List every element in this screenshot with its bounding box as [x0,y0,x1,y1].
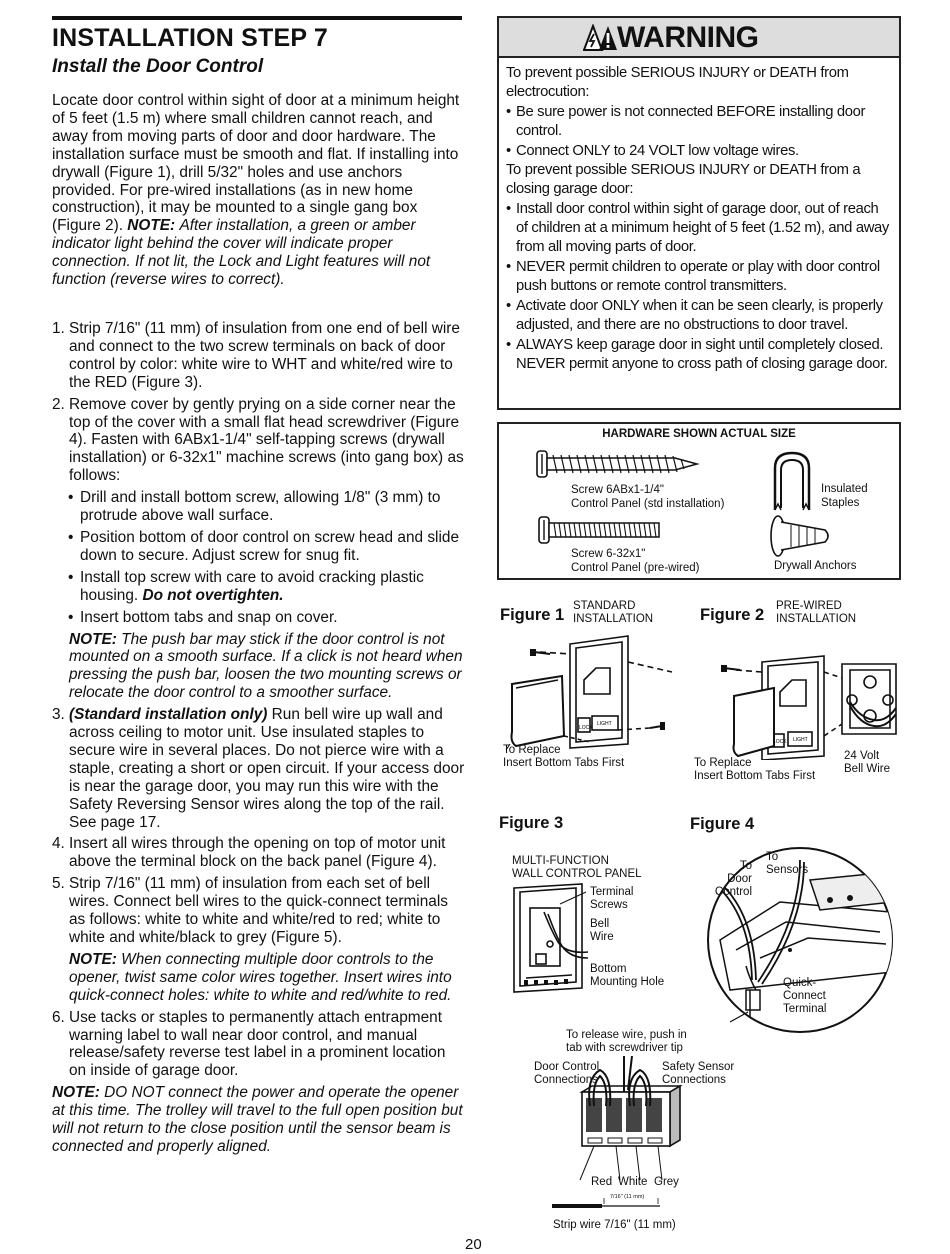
label-line: Door [727,873,752,886]
caption-line: INSTALLATION [776,613,857,626]
step-text: Strip 7/16" (11 mm) of insulation from one end of bell wire and connect to the two screw terminals on back of door control by color: white wire to WHT and white/red wire to the RED (Figure 3). [69,320,460,391]
label-line: Connect [783,990,826,1003]
label-line: Terminal [783,1003,827,1016]
step-text: Insert all wires through the opening on top of motor unit above the terminal block on the back panel (Figure 4). [69,835,446,871]
label-line: Screw 6-32x1" [571,548,646,560]
warning-bullet-text: Be sure power is not connected BEFORE installing door control. [516,104,866,139]
figure-3-caption [512,855,642,881]
caption-line: INSTALLATION [573,613,654,626]
figure-2-label: Figure 2 [700,606,765,624]
label-line: Door Control [534,1061,600,1073]
label-line: Terminal [590,886,634,898]
hardware-title: HARDWARE SHOWN ACTUAL SIZE [602,428,796,440]
figure-2-illustration [700,648,900,760]
screw1-label [571,484,724,511]
warning-bullet-text: Install door control within sight of garage door, out of reach of children at a minimum height of 5 feet (1.52 m), and away from all moving parts of door. [516,201,889,255]
title-rule [52,16,462,20]
label-line: Connections [662,1074,726,1087]
figure-5-color-red: Red [591,1176,613,1188]
note-line: To Replace [694,757,752,769]
step-text: Strip 7/16" (11 mm) of insulation from each set of bell wires. Connect bell wires to the quick-connect terminals as follows: white to white and white/red to red; white to white and white/black to grey (Figure 5). [69,875,448,946]
label-line: Control Panel (std installation) [571,497,725,510]
label-line: To [766,851,779,863]
warning-bullet: • Install door control within sight of garage door, out of reach of children at a minimum height of 5 feet (1.52 m), and away from all moving parts of door. [506,201,889,255]
label-line: Wire [590,931,614,944]
note-line: Insert Bottom Tabs First [694,770,816,783]
final-note [52,1084,466,1156]
step-lead: (Standard installation only) [69,706,268,724]
label-line: Bell Wire [844,763,891,776]
figure-3-illustration [508,882,588,994]
label-line: Control [714,886,752,899]
label-line: Sensors [766,864,809,877]
staples-label [821,483,868,510]
warning-bullet-text: NEVER permit children to operate or play with door control push buttons or remote control transmitters. [516,258,880,294]
bullet-emphasis: Do not overtighten. [142,586,284,604]
figure-5-color-white: White [618,1176,648,1188]
label-line: To [739,860,752,872]
label-line: tab with screwdriver tip [566,1042,683,1055]
warning-bullet: • Be sure power is not connected BEFORE installing door control. [506,104,866,139]
note-line: Insert Bottom Tabs First [503,757,625,770]
step-2-bullet: • Drill and install bottom screw, allowing 1/8" (3 mm) to protrude above wall surface. [68,489,441,525]
figure-4-to-door-label [712,860,752,900]
warning-paragraph: To prevent possible SERIOUS INJURY or DEATH from electrocution: [506,65,849,100]
warning-bullet: • Activate door ONLY when it can be seen clearly, is properly adjusted, and there are no obstructions to door travel. [506,298,883,333]
light-label: LIGHT [597,721,612,727]
figure-3-bell-label [590,918,614,944]
figure-4-to-sensors-label [766,851,808,877]
step-text: Run bell wire up wall and across ceiling to motor unit. Use insulated staples to secure wire in several places. Do not pierce wire with a staple, creating a short or open circuit. If your access door is near the garage door, you may run this wire with the Safety Reversing Sensor wires along the top of the rail. See page 17. [69,706,465,831]
warning-bullet-text: Connect ONLY to 24 VOLT low voltage wires. [516,143,799,160]
note-text: The push bar may stick if the door control is not mounted on a smooth surface. If a click is not heard when pressing the push bar, loosen the two mounting screws or relocate the door control to a smoother surface. [69,630,463,702]
lock-label: LOCK [773,739,787,745]
label-line: Staples [821,496,860,509]
figure-4-quick-connect-label [783,977,826,1017]
warning-bullet: • NEVER permit children to operate or play with door control push buttons or remote control transmitters. [506,258,880,294]
label-line: Screws [590,899,628,912]
figure-2-caption [776,600,856,626]
figure-2-bell-wire-label [844,750,890,776]
step-3 [52,706,466,831]
step-number: 3. [52,706,65,724]
step-2-bullet: • Insert bottom tabs and snap on cover. [68,608,338,626]
figure-4-label: Figure 4 [690,815,755,833]
lock-label: LOCK [579,725,593,731]
note-label: NOTE: [69,950,117,968]
step-6 [52,1009,466,1081]
figure-2-note [694,757,815,783]
warning-title: WARNING [617,21,759,54]
step-2-bullet: • Position bottom of door control on screw head and slide down to secure. Adjust screw for snug fit. [68,528,460,564]
note-text: DO NOT connect the power and operate the opener at this time. The trolley will travel to the full open position but will not return to the close position until the sensor beam is connected and properly aligned. [52,1084,463,1155]
warning-bullet-text: ALWAYS keep garage door in sight until completely closed. NEVER permit anyone to cross path of closing garage door. [516,337,888,372]
step-number: 6. [52,1008,65,1026]
step-text: Remove cover by gently prying on a side corner near the top of the cover with a small flat head screwdriver (Figure 4). Fasten with 6ABx1-1/4" self-tapping screws (drywall installation) or 6-32x1" machine screws (into gang box) as follows: [69,395,464,485]
note-line: To Replace [503,744,561,756]
step-2-note [52,631,466,703]
step-text: Use tacks or staples to permanently attach entrapment warning label to wall near door control, and manual release/safety reverse test label in a prominent location on inside of garage door. [69,1008,446,1080]
step-2-bullet: • Install top screw with care to avoid cracking plastic housing. Do not overtighten. [68,568,424,604]
step-number: 1. [52,320,65,337]
figure-5-release-label [566,1029,687,1055]
figure-1-note [503,744,624,770]
screw2-label [571,548,699,575]
caption-line: MULTI-FUNCTION [512,855,609,867]
steps-list [52,320,466,1156]
anchors-label: Drywall Anchors [774,560,857,572]
figure-1-illustration [500,632,690,752]
page-subtitle: Install the Door Control [52,56,264,77]
figure-1-label: Figure 1 [500,606,565,624]
label-line: Insulated [821,483,868,495]
screw-self-tapping-icon [535,450,705,478]
step-1 [52,320,466,392]
warning-box [497,16,901,410]
step-4 [52,835,466,871]
label-line: Control Panel (pre-wired) [571,561,700,574]
label-line: To release wire, push in [566,1029,687,1041]
warning-header [499,18,899,58]
note-text: When connecting multiple door controls to the opener, twist same color wires together. Insert wires into quick-connect holes: white to white and red/white to red. [69,950,452,1004]
note-label: NOTE: [69,630,117,648]
bullet-text: Insert bottom tabs and snap on cover. [80,608,338,626]
page-title: INSTALLATION STEP 7 [52,24,329,52]
warning-triangle-icons [583,24,617,52]
note-label: NOTE: [52,1084,100,1102]
label-line: 24 Volt [844,750,880,762]
label-line: Safety Sensor [662,1061,735,1073]
page-number: 20 [465,1236,482,1253]
figure-3-label: Figure 3 [499,814,564,832]
warning-text [506,64,892,374]
figure-5-strip-label: Strip wire 7/16" (11 mm) [553,1219,676,1231]
label-line: Mounting Hole [590,976,665,989]
intro-text: Locate door control within sight of door at a minimum height of 5 feet (1.5 m) where small children cannot reach, and away from moving parts of door and door hardware. The installation surface must be smooth and flat. If installing into drywall (Figure 1), drill 5/32" holes and use anchors provided. For pre-wired installations (as in new home construction), it may be mounted to a single gang box (Figure 2). [52,92,460,235]
step-number: 5. [52,875,65,893]
light-label: LIGHT [793,737,808,743]
bullet-text: Install top screw with care to avoid cracking plastic housing. [80,568,424,604]
warning-bullet-text: Activate door ONLY when it can be seen clearly, is properly adjusted, and there are no obstructions to door travel. [516,298,883,333]
step-5-note [52,951,466,1005]
label-line: Bottom [590,963,627,975]
figure-3-hole-label [590,963,664,989]
intro-paragraph [52,92,466,289]
machine-screw-icon [537,516,667,544]
caption-line: WALL CONTROL PANEL [512,868,642,881]
insulated-staple-icon [769,450,815,512]
figure-5-color-grey: Grey [654,1176,679,1188]
caption-line: STANDARD [573,600,636,612]
warning-paragraph: To prevent possible SERIOUS INJURY or DEATH from a closing garage door: [506,161,861,197]
intro-note-label: NOTE: [127,217,176,235]
caption-line: PRE-WIRED [776,600,842,612]
figure-5-strip-small: 7/16" (11 mm) [610,1194,645,1200]
drywall-anchor-icon [769,514,833,558]
figure-3-terminal-label [590,886,633,912]
step-5 [52,875,466,947]
label-line: Quick- [783,977,817,989]
bullet-text: Position bottom of door control on screw head and slide down to secure. Adjust screw for snug fit. [80,528,460,564]
hardware-box [497,422,901,580]
bullet-text: Drill and install bottom screw, allowing 1/8" (3 mm) to protrude above wall surface. [80,489,441,525]
warning-bullet: • Connect ONLY to 24 VOLT low voltage wires. [506,143,799,160]
label-line: Bell [590,918,610,930]
step-number: 4. [52,835,65,853]
warning-bullet: • ALWAYS keep garage door in sight until completely closed. NEVER permit anyone to cross path of closing garage door. [506,337,888,372]
figure-5-terminal-block [570,1056,690,1186]
intro-note-text: After installation, a green or amber indicator light behind the cover will indicate proper connection. If not lit, the Lock and Light features will not function (reverse wires to correct). [52,217,431,289]
label-line: Screw 6ABx1-1/4" [571,484,664,496]
step-number: 2. [52,395,65,413]
step-2 [52,396,466,486]
figure-1-caption [573,600,653,626]
label-line: Connections [534,1074,598,1087]
